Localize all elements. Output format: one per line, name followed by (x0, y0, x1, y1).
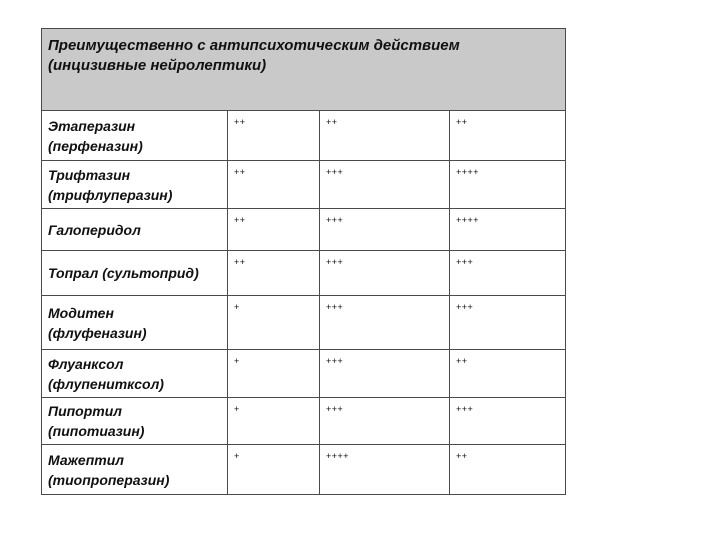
score-col-2: +++ (320, 209, 450, 251)
score-col-2: +++ (320, 350, 450, 398)
table-row (42, 209, 566, 251)
score-col-3: +++ (450, 251, 566, 296)
table-row (42, 161, 566, 209)
table-row (42, 398, 566, 445)
score-col-3: ++++ (450, 209, 566, 251)
drug-name-cell (42, 251, 228, 296)
header-line-2: (инцизивные нейролептики) (48, 57, 267, 74)
drug-name-cell (42, 296, 228, 350)
score-col-2: ++++ (320, 445, 450, 495)
score-col-1: + (228, 398, 320, 445)
score-col-3: +++ (450, 398, 566, 445)
header-line-1: Преимущественно с антипсихотическим действием (48, 37, 460, 54)
score-col-2: +++ (320, 398, 450, 445)
score-col-1: ++ (228, 209, 320, 251)
table-header-row (42, 29, 566, 111)
score-col-1: + (228, 350, 320, 398)
drug-alt-name: (флуфеназин) (48, 324, 147, 341)
drug-alt-name: (перфеназин) (48, 137, 143, 154)
drug-alt-name: (флупенитксол) (48, 375, 164, 392)
drug-name: Мажептил (48, 451, 124, 468)
score-col-3: ++++ (450, 161, 566, 209)
drug-name: Этаперазин (48, 117, 136, 134)
score-col-3: ++ (450, 111, 566, 161)
drug-name-cell (42, 445, 228, 495)
score-col-1: ++ (228, 111, 320, 161)
drug-alt-name: (тиопроперазин) (48, 471, 170, 488)
drug-name: Трифтазин (48, 166, 131, 183)
drug-name: Флуанксол (48, 355, 124, 372)
drug-name: Пипортил (48, 403, 122, 419)
drug-name-cell (42, 161, 228, 209)
drug-name-cell (42, 111, 228, 161)
table-row (42, 296, 566, 350)
score-col-1: ++ (228, 251, 320, 296)
score-col-2: ++ (320, 111, 450, 161)
score-col-1: + (228, 445, 320, 495)
table-row (42, 251, 566, 296)
score-col-3: ++ (450, 350, 566, 398)
table-row (42, 350, 566, 398)
drug-name: Галоперидол (48, 221, 141, 238)
drug-name-cell (42, 209, 228, 251)
drug-table (41, 28, 566, 495)
score-col-3: ++ (450, 445, 566, 495)
drug-alt-name: (пипотиазин) (48, 423, 145, 439)
score-col-2: +++ (320, 251, 450, 296)
score-col-1: + (228, 296, 320, 350)
score-col-1: ++ (228, 161, 320, 209)
score-col-2: +++ (320, 296, 450, 350)
drug-name-cell (42, 350, 228, 398)
table-row (42, 445, 566, 495)
drug-name: Топрал (сультоприд) (48, 265, 199, 281)
drug-name: Модитен (48, 304, 114, 321)
table-row (42, 111, 566, 161)
score-col-3: +++ (450, 296, 566, 350)
score-col-2: +++ (320, 161, 450, 209)
drug-alt-name: (трифлуперазин) (48, 186, 173, 203)
table-header (42, 29, 566, 111)
drug-name-cell (42, 398, 228, 445)
